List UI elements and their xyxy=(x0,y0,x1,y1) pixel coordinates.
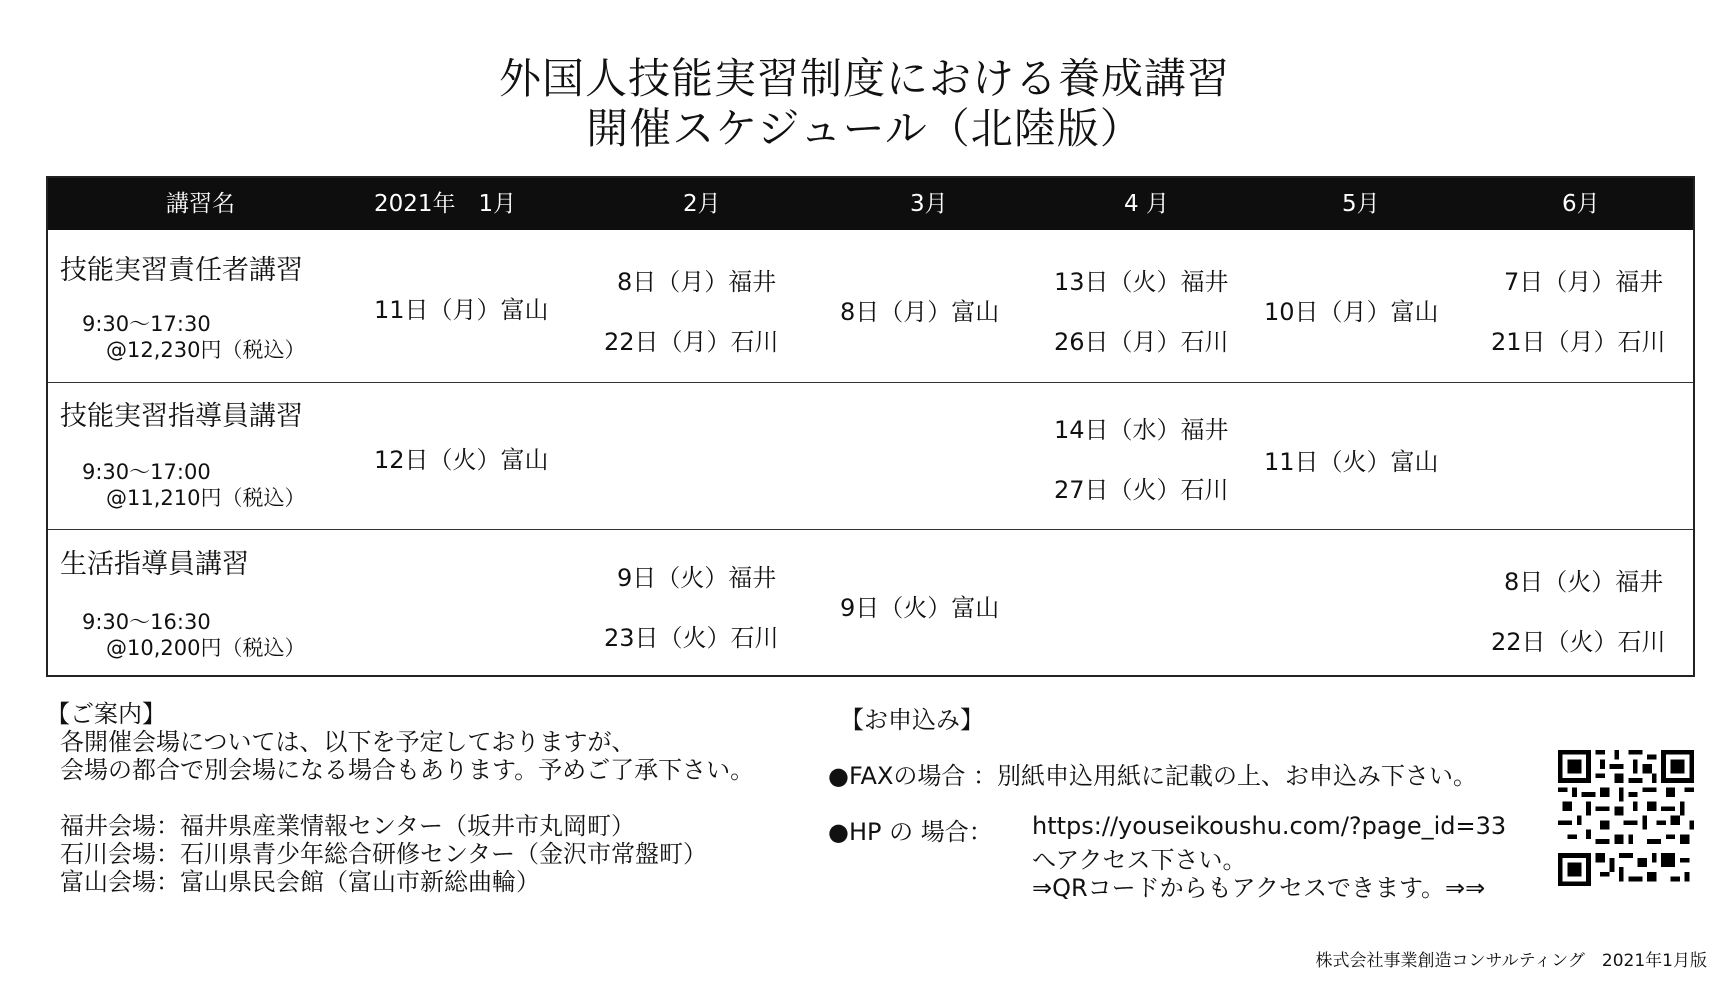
jun-date-2: 22日（火）石川 xyxy=(1491,628,1666,656)
row-divider xyxy=(48,529,1693,530)
feb-date-2: 22日（月）石川 xyxy=(604,328,779,356)
header-mar: 3月 xyxy=(910,191,948,217)
jun-date-1: 8日（火）福井 xyxy=(1504,568,1664,596)
venue-ishikawa: 石川会場：石川県青少年総合研修センター（金沢市常盤町） xyxy=(60,840,708,868)
jan-date: 12日（火）富山 xyxy=(374,446,549,474)
apr-date-2: 26日（月）石川 xyxy=(1054,328,1229,356)
document-title-line2: 開催スケジュール（北陸版） xyxy=(586,104,1143,153)
qr-code-icon[interactable] xyxy=(1558,750,1694,886)
header-course-name: 講習名 xyxy=(166,191,235,217)
header-jun: 6月 xyxy=(1562,191,1600,217)
header-jan: 2021年 1月 xyxy=(374,191,517,217)
feb-date-1: 9日（火）福井 xyxy=(617,564,777,592)
apply-fax: ●FAXの場合 ：別紙申込用紙に記載の上、お申込み下さい。 xyxy=(828,762,1478,790)
apply-hp-url[interactable]: https://youseikoushu.com/?page_id=33 xyxy=(1032,812,1507,840)
course-name: 生活指導員講習 xyxy=(60,549,249,580)
may-date: 10日（月）富山 xyxy=(1264,298,1439,326)
header-apr: 4 月 xyxy=(1124,191,1169,217)
venue-toyama: 富山会場：富山県民会館（富山市新総曲輪） xyxy=(60,868,540,896)
apr-date-1: 14日（水）福井 xyxy=(1054,416,1229,444)
feb-date-2: 23日（火）石川 xyxy=(604,624,779,652)
footer-credit: 株式会社事業創造コンサルティング 2021年1月版 xyxy=(1315,951,1707,971)
jun-date-1: 7日（月）福井 xyxy=(1504,268,1664,296)
table-header xyxy=(48,178,1693,230)
guide-line-1: 各開催会場については、以下を予定しておりますが、 xyxy=(60,728,636,756)
course-price: @12,230円（税込） xyxy=(106,338,306,362)
course-price: @11,210円（税込） xyxy=(106,486,306,510)
course-price: @10,200円（税込） xyxy=(106,636,306,660)
apr-date-1: 13日（火）福井 xyxy=(1054,268,1229,296)
mar-date: 8日（月）富山 xyxy=(840,298,1000,326)
apply-hp-line3: ⇒QRコードからもアクセスできます。⇒⇒ xyxy=(1032,874,1486,902)
course-time: 9:30～17:00 xyxy=(82,460,211,484)
row-divider xyxy=(48,382,1693,383)
apply-hp-line2: へアクセス下さい。 xyxy=(1032,846,1247,874)
apr-date-2: 27日（火）石川 xyxy=(1054,476,1229,504)
mar-date: 9日（火）富山 xyxy=(840,594,1000,622)
venue-fukui: 福井会場：福井県産業情報センター（坂井市丸岡町） xyxy=(60,812,636,840)
course-name: 技能実習責任者講習 xyxy=(60,255,303,286)
schedule-table xyxy=(46,176,1695,677)
course-name: 技能実習指導員講習 xyxy=(60,401,303,432)
guide-line-2: 会場の都合で別会場になる場合もあります。予めご了承下さい。 xyxy=(60,756,755,784)
apply-heading: 【お申込み】 xyxy=(840,706,984,734)
header-feb: 2月 xyxy=(683,191,721,217)
course-time: 9:30～17:30 xyxy=(82,312,211,336)
jun-date-2: 21日（月）石川 xyxy=(1491,328,1666,356)
apply-hp-label: ●HP の 場合： xyxy=(828,818,993,846)
header-may: 5月 xyxy=(1342,191,1380,217)
jan-date: 11日（月）富山 xyxy=(374,296,549,324)
course-time: 9:30～16:30 xyxy=(82,610,211,634)
guide-heading: 【ご案内】 xyxy=(46,700,166,728)
document-title-line1: 外国人技能実習制度における養成講習 xyxy=(498,54,1230,103)
feb-date-1: 8日（月）福井 xyxy=(617,268,777,296)
may-date: 11日（火）富山 xyxy=(1264,448,1439,476)
